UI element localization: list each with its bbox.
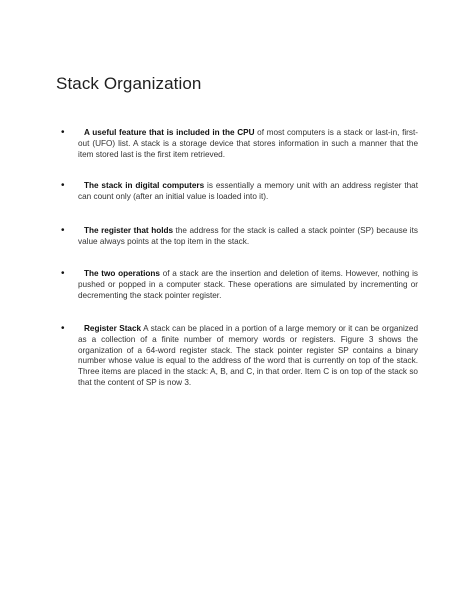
list-item: [56, 226, 418, 248]
list-item-body: of most computers is a stack or last-in, first-out (UFO) list. A stack is a storage device that stores information in such a manner that the item stored last is the first item retrieved.: [78, 128, 418, 159]
list-item-lead: The two operations: [84, 269, 160, 278]
list-item-text: [56, 181, 418, 203]
bullet-icon: •: [61, 180, 65, 191]
bullet-icon: •: [61, 323, 65, 334]
list-item-body: A stack can be placed in a portion of a large memory or it can be organized as a collection of a finite number of memory words or registers. Figure 3 shows the organization of a 64-word register stack. The stack pointer register SP contains a binary number whose value is equal to the address of the word that is currently on top of the stack. Three items are placed in the stack: A, B, and C, in that order. Item C is on top of the stack so that the content of SP is now 3.: [78, 324, 419, 387]
list-item-text: [56, 128, 418, 160]
page-title: Stack Organization: [56, 74, 202, 93]
bullet-icon: •: [61, 127, 65, 138]
list-item-lead: Register Stack: [84, 324, 142, 333]
list-item-body: the address for the stack is called a stack pointer (SP) because its value always points at the top item in the stack.: [78, 226, 418, 246]
list-item-body: is essentially a memory unit with an address register that can count only (after an initial value is loaded into it).: [78, 181, 418, 201]
list-item: [56, 269, 418, 301]
list-item-text: [56, 269, 418, 301]
list-item-lead: The stack in digital computers: [84, 181, 205, 190]
bullet-icon: •: [61, 225, 65, 236]
list-item-lead: A useful feature that is included in the CPU: [84, 128, 255, 137]
list-item-lead: The register that holds: [84, 226, 174, 235]
list-item: [56, 128, 418, 160]
list-item-body: of a stack are the insertion and deletion of items. However, nothing is pushed or popped in a computer stack. These operations are simulated by incrementing or decrementing the stack pointer register.: [78, 269, 418, 300]
list-item-text: [56, 324, 418, 389]
list-item: [56, 324, 418, 389]
bullet-icon: •: [61, 268, 65, 279]
list-item: [56, 181, 418, 203]
list-item-text: [56, 226, 418, 248]
